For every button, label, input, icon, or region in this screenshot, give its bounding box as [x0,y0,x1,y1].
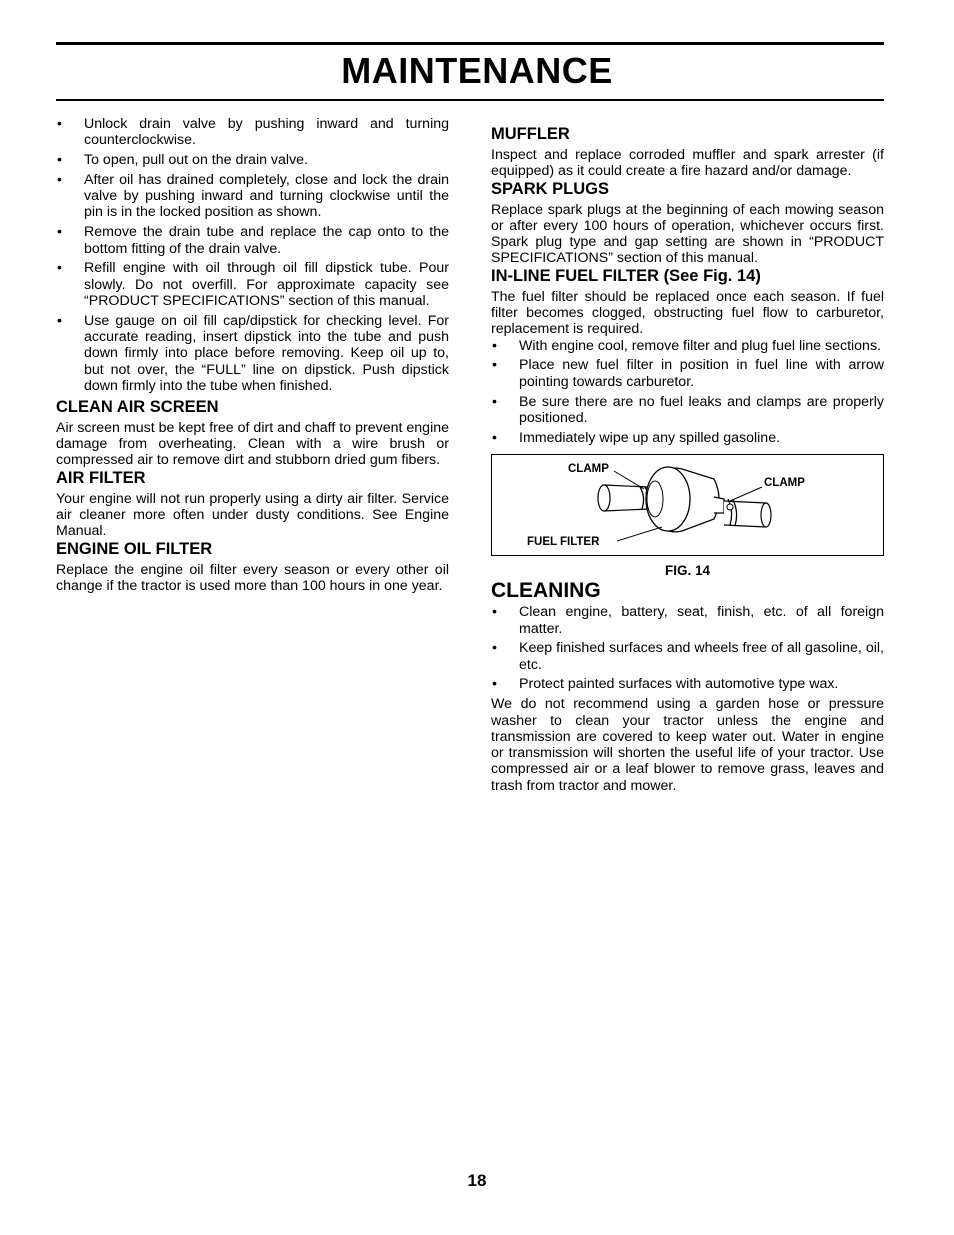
oil-change-steps [56,116,449,394]
list-item: • With engine cool, remove filter and plug fuel line sections. [491,338,884,354]
spark-plugs-text: Replace spark plugs at the beginning of each mowing season or after every 100 hours of operation, whichever occurs first. Spark plug type and gap setting are shown in “PRODUCT SPECIFICATIONS” section of this manual. [491,201,884,267]
cleaning-text: We do not recommend using a garden hose or pressure washer to clean your tractor unless the engine and transmission are covered to keep water out. Water in engine or transmission will shorten the useful life of your tractor. Use compressed air or a leaf blower to remove grass, leaves and trash from tractor and mower. [491,696,884,794]
engine-oil-filter-text: Replace the engine oil filter every season or every other oil change if the tractor is used more than 100 hours in one year. [56,561,449,594]
cleaning-steps [491,604,884,692]
figure-caption: FIG. 14 [664,562,710,578]
list-item: • Refill engine with oil through oil fill dipstick tube. Pour slowly. Do not overfill. For approximate capacity see “PRODUCT SPECIFICATIONS” section of this manual. [56,260,449,309]
clean-air-screen-heading: CLEAN AIR SCREEN [56,397,219,416]
list-item: • Be sure there are no fuel leaks and clamps are properly positioned. [491,394,884,427]
fuel-filter-label: FUEL FILTER [527,535,600,548]
muffler-heading: MUFFLER [491,125,570,143]
list-item: • Place new fuel filter in position in fuel line with arrow pointing towards carburetor. [491,357,884,390]
clean-air-screen-text: Air screen must be kept free of dirt and chaff to prevent engine damage from overheating. Clean with a wire brush or compressed air to remove dirt and stubborn dried gum fibers. [56,419,449,469]
engine-oil-filter-heading: ENGINE OIL FILTER [56,539,213,558]
header-rule-bottom [56,99,884,101]
muffler-text: Inspect and replace corroded muffler and spark arrester (if equipped) as it could create a fire hazard and/or damage. [491,147,884,180]
fuel-filter-heading: IN-LINE FUEL FILTER (See Fig. 14) [491,266,761,285]
air-filter-text: Your engine will not run properly using a dirty air filter. Service air cleaner more often under dusty conditions. See Engine Manual. [56,490,449,540]
list-item: • Remove the drain tube and replace the cap onto to the bottom fitting of the drain valve. [56,224,449,257]
list-item: • Immediately wipe up any spilled gasoline. [491,430,884,446]
list-item: • To open, pull out on the drain valve. [56,152,449,168]
fuel-filter-steps [491,338,884,446]
list-item: • After oil has drained completely, close and lock the drain valve by pushing inward and turning clockwise until the pin is in the locked position as shown. [56,172,449,221]
fuel-filter-figure [491,454,884,556]
header-rule-top [56,42,884,45]
page-title: MAINTENANCE [341,50,613,91]
cleaning-heading: CLEANING [491,579,601,603]
spark-plugs-heading: SPARK PLUGS [491,179,609,198]
list-item: • Keep finished surfaces and wheels free of all gasoline, oil, etc. [491,640,884,673]
left-column [56,116,449,594]
clamp-right-label: CLAMP [764,476,805,489]
right-column [491,116,884,794]
air-filter-heading: AIR FILTER [56,468,146,487]
list-item: • Unlock drain valve by pushing inward and turning counterclockwise. [56,116,449,149]
list-item: • Protect painted surfaces with automotive type wax. [491,676,884,692]
list-item: • Use gauge on oil fill cap/dipstick for checking level. For accurate reading, insert dipstick into the tube and push down firmly into place before removing. Keep oil up to, but not over, the “FULL” line on dipstick. Push dipstick down firmly into the tube when finished. [56,313,449,394]
clamp-left-label: CLAMP [568,462,609,475]
page-number: 18 [467,1171,487,1190]
fuel-filter-text: The fuel filter should be replaced once each season. If fuel filter becomes clogged, obstructing fuel flow to carburetor, replacement is required. [491,288,884,338]
list-item: • Clean engine, battery, seat, finish, etc. of all foreign matter. [491,604,884,637]
